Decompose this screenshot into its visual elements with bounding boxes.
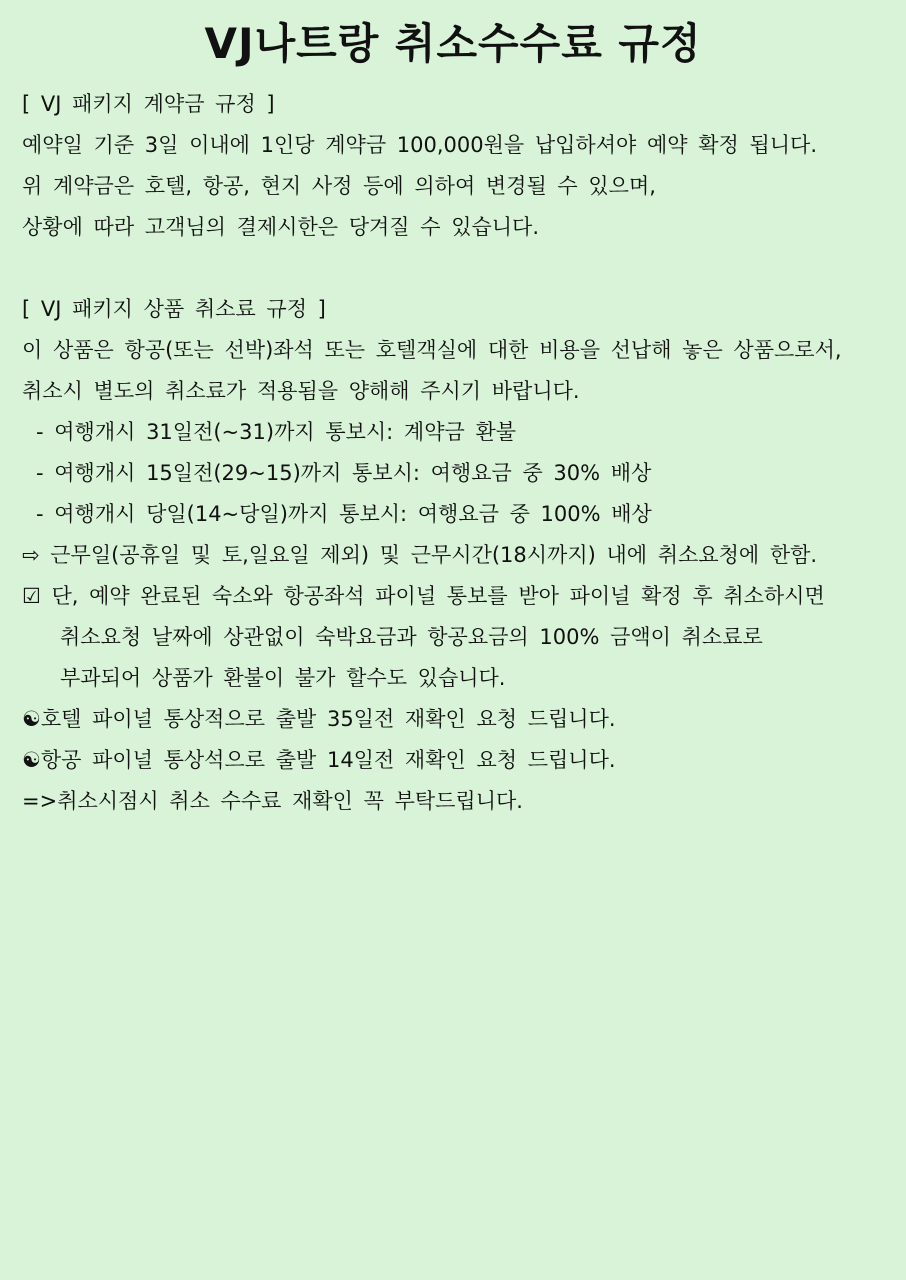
- cancel-paragraph: 이 상품은 항공(또는 선박)좌석 또는 호텔객실에 대한 비용을 선납해 놓은 상품으로서,: [22, 338, 842, 362]
- air-final-note: ☯항공 파이널 통상석으로 출발 14일전 재확인 요청 드립니다.: [22, 748, 616, 772]
- cancel-fee-note: 취소시 별도의 취소료가 적용됨을 양해해 주시기 바랍니다.: [22, 379, 580, 403]
- closing-note: =>취소시점시 취소 수수료 재확인 꼭 부탁드립니다.: [22, 789, 523, 813]
- cancel-rule-item: - 여행개시 31일전(~31)까지 통보시: 계약금 환불: [36, 420, 517, 444]
- deposit-change-note: 위 계약금은 호텔, 항공, 현지 사정 등에 의하여 변경될 수 있으며,: [22, 174, 656, 198]
- deposit-deadline-note: 상황에 따라 고객님의 결제시한은 당겨질 수 있습니다.: [22, 215, 540, 239]
- policy-body: [22, 84, 884, 822]
- section-spacer: [22, 248, 884, 289]
- cancel-rule-item: - 여행개시 당일(14~당일)까지 통보시: 여행요금 중 100% 배상: [36, 502, 652, 526]
- final-detail-line: 취소요청 날짜에 상관없이 숙박요금과 항공요금의 100% 금액이 취소료로: [60, 625, 763, 649]
- cancel-heading: [ VJ 패키지 상품 취소료 규정 ]: [22, 297, 326, 321]
- cancel-rule-item: - 여행개시 15일전(29~15)까지 통보시: 여행요금 중 30% 배상: [36, 461, 652, 485]
- page-title: VJ나트랑 취소수수료 규정: [204, 19, 702, 68]
- final-detail-line: 부과되어 상품가 환불이 불가 할수도 있습니다.: [60, 666, 506, 690]
- deposit-heading: [ VJ 패키지 계약금 규정 ]: [22, 92, 275, 116]
- workday-note: ⇨ 근무일(공휴일 및 토,일요일 제외) 및 근무시간(18시까지) 내에 취소요청에 한함.: [22, 543, 818, 567]
- final-confirmation-note: ☑ 단, 예약 완료된 숙소와 항공좌석 파이널 통보를 받아 파이널 확정 후 취소하시면: [22, 584, 825, 608]
- hotel-final-note: ☯호텔 파이널 통상적으로 출발 35일전 재확인 요청 드립니다.: [22, 707, 616, 731]
- deposit-paragraph: 예약일 기준 3일 이내에 1인당 계약금 100,000원을 납입하셔야 예약 확정 됩니다.: [22, 133, 817, 157]
